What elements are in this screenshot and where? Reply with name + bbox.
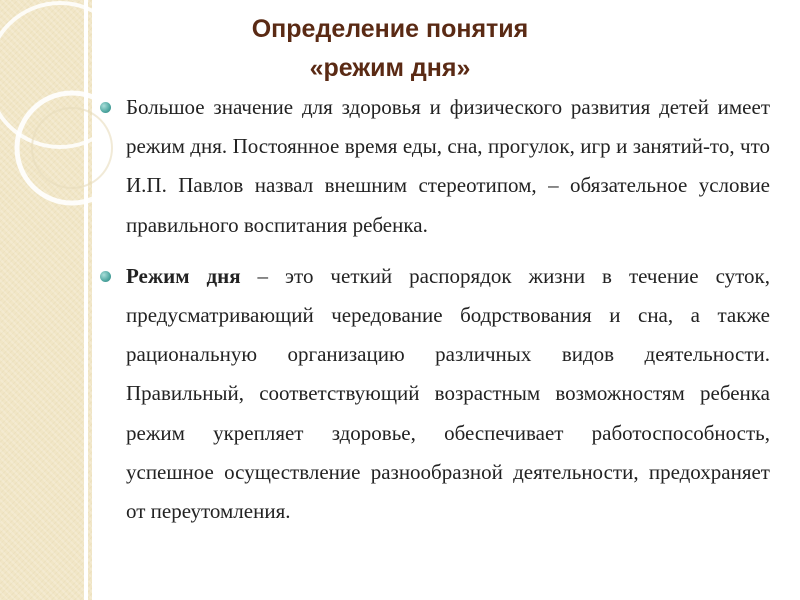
slide-title [180, 10, 600, 88]
paragraph-1-text: Большое значение для здоровья и физического развития детей имеет режим дня. Постоянное время еды, сна, прогулок, игр и занятий-то, что И.П. Павлов назвал внешним стереотипом, – обязательное условие правильного воспитания ребенка. [126, 95, 770, 237]
title-line-1: Определение понятия [251, 15, 529, 43]
title-line-2: «режим дня» [309, 54, 471, 82]
paragraph-definition [98, 257, 770, 531]
paragraph-2-text: – это четкий распорядок жизни в течение суток, предусматривающий чередование бодрствования и сна, а также рациональную организацию различных видов деятельности. Правильный, соответствующий возрастным возможностям ребенка режим укрепляет здоровье, обеспечивает работоспособность, успешное осуществление разнообразной деятельности, предохраняет от переутомления. [126, 263, 770, 524]
paragraph-importance [98, 88, 770, 245]
defined-term: Режим дня [126, 263, 241, 288]
teal-dot-icon [100, 271, 111, 282]
slide-body [98, 88, 770, 531]
teal-dot-icon [100, 102, 111, 113]
